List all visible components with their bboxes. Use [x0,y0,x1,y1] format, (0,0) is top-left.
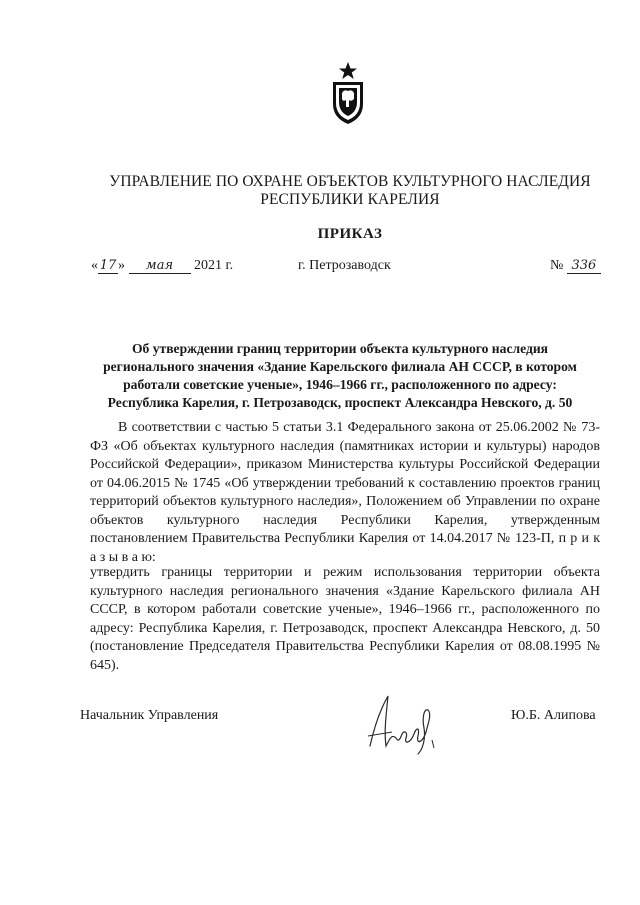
organization-name-line1: УПРАВЛЕНИЕ ПО ОХРАНЕ ОБЪЕКТОВ КУЛЬТУРНОГО НАСЛЕДИЯ [109,173,591,190]
document-type-title: ПРИКАЗ [317,226,383,242]
number-prefix: № [550,258,564,273]
subject-line: Республика Карелия, г. Петрозаводск, проспект Александра Невского, д. 50 [107,395,573,410]
signatory-name: Ю.Б. Алипова [511,708,596,723]
body-paragraph-decision: утвердить границы территории и режим использования территории объекта культурного наследия регионального значения «Здание Карельского филиала АН СССР, в котором работали советские ученые», 1946–1966 гг., расположенного по адресу: Республика Карелия, г. Петрозаводск, проспект Александра Невского, д. 50 (постановление Председателя Правительства Республики Карелия от 08.08.1995 № 645). [90,565,600,673]
order-number [550,258,601,274]
order-city: г. Петрозаводск [298,258,391,273]
date-month: мая [129,258,191,274]
date-close-quote: » [118,258,125,273]
date-open-quote: « [91,258,98,273]
handwritten-signature [362,688,442,758]
signatory-position: Начальник Управления [80,708,219,723]
subject-line: Об утверждении границ территории объекта культурного наследия [131,341,549,356]
subject-line: работали советские ученые», 1946–1966 гг., расположенного по адресу: [123,377,557,392]
karelia-coat-of-arms-icon [330,60,366,126]
body-paragraph-preamble: В соответствии с частью 5 статьи 3.1 Федерального закона от 25.06.2002 № 73-ФЗ «Об объектах культурного наследия (памятниках истории и культуры) народов Российской Федерации», приказом Министерства культуры Российской Федерации от 04.06.2015 № 1745 «Об утверждении требований к составлению проектов границ территорий объектов культурного наследия», Положением об Управлении по охране объектов культурного наследия Республики Карелия, утвержденным постановлением Правительства Республики Карелия от 14.04.2017 № 123-П, п р и к а з ы в а ю: [90,420,600,565]
date-year: 2021 г. [194,258,234,273]
order-date [91,258,233,274]
organization-name-line2: РЕСПУБЛИКИ КАРЕЛИЯ [260,191,440,208]
number-value: 336 [567,258,601,274]
order-subject [90,340,590,412]
subject-line: регионального значения «Здание Карельского филиала АН СССР, в котором [103,359,577,374]
date-day: 17 [99,258,117,273]
